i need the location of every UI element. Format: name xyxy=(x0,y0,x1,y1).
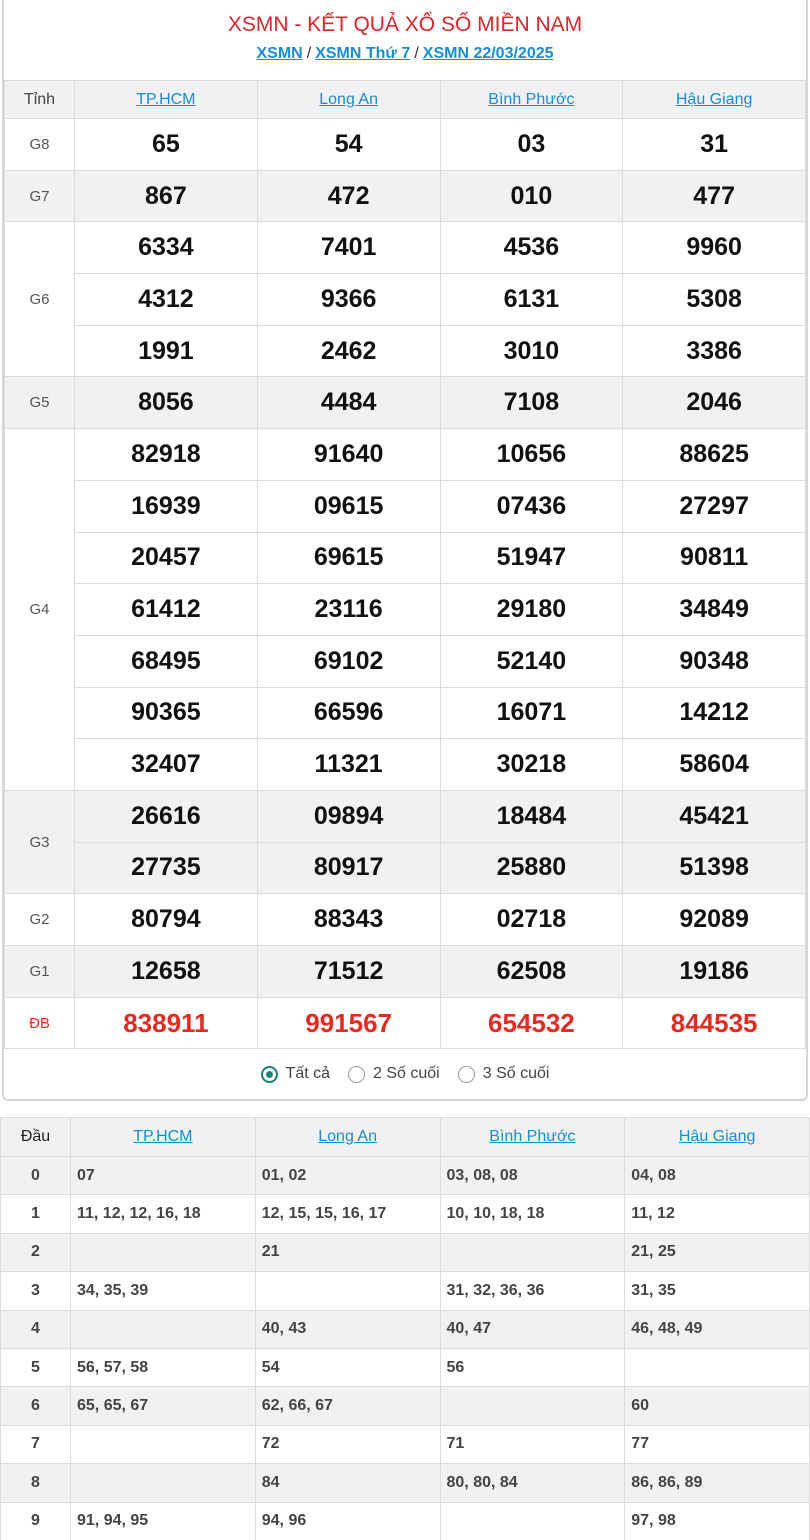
prize-number: 02718 xyxy=(440,894,623,946)
dau-cell: 01, 02 xyxy=(255,1157,440,1195)
prize-number: 69102 xyxy=(257,635,440,687)
prize-number: 20457 xyxy=(75,532,258,584)
prize-row xyxy=(5,635,806,687)
prize-row xyxy=(5,170,806,222)
dau-digit: 9 xyxy=(1,1502,71,1540)
dau-row xyxy=(1,1310,810,1348)
province-header xyxy=(623,81,806,119)
dau-cell xyxy=(71,1425,256,1463)
prize-number: 51947 xyxy=(440,532,623,584)
dau-row xyxy=(1,1272,810,1310)
prize-label: G7 xyxy=(5,170,75,222)
dau-cell: 11, 12, 12, 16, 18 xyxy=(71,1195,256,1233)
dau-cell: 91, 94, 95 xyxy=(71,1502,256,1540)
dau-cell: 34, 35, 39 xyxy=(71,1272,256,1310)
results-header-row xyxy=(5,81,806,119)
prize-number: 71512 xyxy=(257,946,440,998)
dau-row xyxy=(1,1387,810,1425)
dau-cell: 77 xyxy=(625,1425,810,1463)
dau-cell xyxy=(440,1387,625,1425)
prize-number: 80794 xyxy=(75,894,258,946)
results-box xyxy=(2,0,808,1101)
prize-number: 9960 xyxy=(623,222,806,274)
dau-cell: 84 xyxy=(255,1464,440,1502)
prize-number: 92089 xyxy=(623,894,806,946)
prize-number: 6131 xyxy=(440,274,623,326)
prize-number: 9366 xyxy=(257,274,440,326)
breadcrumb-xsmn-thu7[interactable]: XSMN Thứ 7 xyxy=(315,45,411,62)
prize-number: 32407 xyxy=(75,739,258,791)
dau-cell: 62, 66, 67 xyxy=(255,1387,440,1425)
prize-number: 3386 xyxy=(623,325,806,377)
prize-number: 82918 xyxy=(75,429,258,481)
prize-number: 62508 xyxy=(440,946,623,998)
prize-number: 838911 xyxy=(75,997,258,1049)
dau-row xyxy=(1,1348,810,1386)
prize-number: 88625 xyxy=(623,429,806,481)
dau-digit: 3 xyxy=(1,1272,71,1310)
dau-cell: 04, 08 xyxy=(625,1157,810,1195)
dau-cell xyxy=(71,1233,256,1271)
prize-number: 844535 xyxy=(623,997,806,1049)
dau-province-link-binh-phuoc[interactable]: Bình Phước xyxy=(489,1128,576,1145)
prize-number: 5308 xyxy=(623,274,806,326)
results-table xyxy=(4,80,806,1049)
prize-number: 1991 xyxy=(75,325,258,377)
prize-number: 472 xyxy=(257,170,440,222)
prize-row xyxy=(5,480,806,532)
dau-cell xyxy=(71,1310,256,1348)
dau-digit: 4 xyxy=(1,1310,71,1348)
prize-row xyxy=(5,739,806,791)
dau-cell xyxy=(71,1464,256,1502)
prize-row xyxy=(5,377,806,429)
prize-number: 80917 xyxy=(257,842,440,894)
prize-number: 58604 xyxy=(623,739,806,791)
prize-row xyxy=(5,325,806,377)
province-header xyxy=(440,81,623,119)
prize-number: 26616 xyxy=(75,790,258,842)
prize-number: 88343 xyxy=(257,894,440,946)
prize-label: G1 xyxy=(5,946,75,998)
prize-number: 010 xyxy=(440,170,623,222)
prize-row xyxy=(5,946,806,998)
province-link-tphcm[interactable]: TP.HCM xyxy=(136,90,196,108)
dau-cell: 12, 15, 15, 16, 17 xyxy=(255,1195,440,1233)
prize-number: 03 xyxy=(440,119,623,171)
prize-number: 29180 xyxy=(440,584,623,636)
prize-number: 8056 xyxy=(75,377,258,429)
tinh-header: Tỉnh xyxy=(5,81,75,119)
prize-row xyxy=(5,687,806,739)
dau-cell: 31, 32, 36, 36 xyxy=(440,1272,625,1310)
province-header xyxy=(75,81,258,119)
dau-cell xyxy=(255,1272,440,1310)
dau-digit: 5 xyxy=(1,1348,71,1386)
prize-number: 25880 xyxy=(440,842,623,894)
prize-row xyxy=(5,274,806,326)
prize-number: 23116 xyxy=(257,584,440,636)
prize-number: 4484 xyxy=(257,377,440,429)
prize-number: 27735 xyxy=(75,842,258,894)
prize-row xyxy=(5,429,806,481)
dau-cell: 46, 48, 49 xyxy=(625,1310,810,1348)
province-header xyxy=(440,1118,625,1157)
dau-cell xyxy=(440,1233,625,1271)
prize-number: 18484 xyxy=(440,790,623,842)
dau-cell: 56 xyxy=(440,1348,625,1386)
dau-cell: 31, 35 xyxy=(625,1272,810,1310)
prize-number: 91640 xyxy=(257,429,440,481)
dau-cell: 80, 80, 84 xyxy=(440,1464,625,1502)
dau-cell: 54 xyxy=(255,1348,440,1386)
filter-option-all[interactable] xyxy=(261,1065,330,1083)
filter-option-label: 2 Số cuối xyxy=(373,1065,440,1083)
prize-row xyxy=(5,532,806,584)
prize-number: 11321 xyxy=(257,739,440,791)
prize-number: 69615 xyxy=(257,532,440,584)
dau-table xyxy=(0,1117,810,1540)
prize-number: 31 xyxy=(623,119,806,171)
number-filter xyxy=(4,1049,806,1099)
prize-number: 52140 xyxy=(440,635,623,687)
dau-cell: 56, 57, 58 xyxy=(71,1348,256,1386)
prize-label: G8 xyxy=(5,119,75,171)
dau-cell: 86, 86, 89 xyxy=(625,1464,810,1502)
prize-number: 2046 xyxy=(623,377,806,429)
dau-row xyxy=(1,1464,810,1502)
dau-cell: 07 xyxy=(71,1157,256,1195)
prize-number: 3010 xyxy=(440,325,623,377)
prize-row xyxy=(5,584,806,636)
dau-row xyxy=(1,1233,810,1271)
prize-number: 90811 xyxy=(623,532,806,584)
dau-header-row xyxy=(1,1118,810,1157)
prize-number: 4312 xyxy=(75,274,258,326)
prize-row xyxy=(5,842,806,894)
prize-number: 4536 xyxy=(440,222,623,274)
prize-number: 66596 xyxy=(257,687,440,739)
prize-number: 6334 xyxy=(75,222,258,274)
dau-digit: 7 xyxy=(1,1425,71,1463)
dau-cell: 11, 12 xyxy=(625,1195,810,1233)
dau-cell: 03, 08, 08 xyxy=(440,1157,625,1195)
radio-icon[interactable] xyxy=(348,1066,365,1083)
dau-cell: 21, 25 xyxy=(625,1233,810,1271)
dau-row xyxy=(1,1157,810,1195)
prize-label: G6 xyxy=(5,222,75,377)
results-body xyxy=(5,119,806,1049)
radio-icon[interactable] xyxy=(261,1066,278,1083)
prize-row xyxy=(5,119,806,171)
prize-number: 867 xyxy=(75,170,258,222)
prize-number: 09615 xyxy=(257,480,440,532)
prize-number: 7401 xyxy=(257,222,440,274)
prize-number: 07436 xyxy=(440,480,623,532)
prize-number: 34849 xyxy=(623,584,806,636)
dau-row xyxy=(1,1425,810,1463)
dau-digit: 6 xyxy=(1,1387,71,1425)
prize-number: 27297 xyxy=(623,480,806,532)
province-link-hau-giang[interactable]: Hậu Giang xyxy=(675,90,753,108)
filter-option-label: Tất cả xyxy=(285,1065,331,1083)
dau-digit: 0 xyxy=(1,1157,71,1195)
prize-label: G4 xyxy=(5,429,75,791)
prize-number: 2462 xyxy=(257,325,440,377)
province-header xyxy=(257,81,440,119)
prize-number: 7108 xyxy=(440,377,623,429)
dau-cell: 97, 98 xyxy=(625,1502,810,1540)
prize-number: 51398 xyxy=(623,842,806,894)
dau-cell: 65, 65, 67 xyxy=(71,1387,256,1425)
province-header xyxy=(71,1118,256,1157)
dau-province-link-long-an[interactable]: Long An xyxy=(318,1128,377,1145)
page-title: XSMN - KẾT QUẢ XỔ SỐ MIỀN NAM xyxy=(227,13,583,36)
dau-digit: 2 xyxy=(1,1233,71,1271)
radio-icon[interactable] xyxy=(458,1066,475,1083)
prize-number: 45421 xyxy=(623,790,806,842)
prize-number: 30218 xyxy=(440,739,623,791)
dau-body xyxy=(1,1157,810,1540)
dau-cell xyxy=(625,1348,810,1386)
dau-cell: 72 xyxy=(255,1425,440,1463)
dau-province-link-hau-giang[interactable]: Hậu Giang xyxy=(678,1128,756,1145)
dau-digit: 8 xyxy=(1,1464,71,1502)
dau-cell: 71 xyxy=(440,1425,625,1463)
dau-cell: 10, 10, 18, 18 xyxy=(440,1195,625,1233)
province-header xyxy=(255,1118,440,1157)
prize-number: 68495 xyxy=(75,635,258,687)
province-link-binh-phuoc[interactable]: Bình Phước xyxy=(488,90,575,108)
prize-row xyxy=(5,790,806,842)
prize-number: 991567 xyxy=(257,997,440,1049)
dau-box xyxy=(0,1117,810,1540)
prize-row xyxy=(5,894,806,946)
filter-option-label: 3 Số cuối xyxy=(482,1065,550,1083)
dau-header: Đầu xyxy=(1,1118,71,1157)
filter-option-last3[interactable] xyxy=(458,1065,550,1083)
province-link-long-an[interactable]: Long An xyxy=(319,90,378,108)
prize-label: G5 xyxy=(5,377,75,429)
prize-number: 16071 xyxy=(440,687,623,739)
dau-cell: 94, 96 xyxy=(255,1502,440,1540)
province-header xyxy=(625,1118,810,1157)
breadcrumb xyxy=(4,45,806,63)
dau-row xyxy=(1,1195,810,1233)
breadcrumb-xsmn[interactable]: XSMN xyxy=(256,45,303,62)
results-header xyxy=(4,0,806,80)
dau-row xyxy=(1,1502,810,1540)
prize-label: G3 xyxy=(5,790,75,893)
prize-number: 477 xyxy=(623,170,806,222)
dau-cell: 21 xyxy=(255,1233,440,1271)
prize-number: 09894 xyxy=(257,790,440,842)
prize-number: 16939 xyxy=(75,480,258,532)
breadcrumb-separator: / xyxy=(414,45,419,62)
prize-number: 19186 xyxy=(623,946,806,998)
dau-cell: 40, 43 xyxy=(255,1310,440,1348)
prize-row xyxy=(5,997,806,1049)
dau-cell: 60 xyxy=(625,1387,810,1425)
prize-number: 90365 xyxy=(75,687,258,739)
prize-number: 12658 xyxy=(75,946,258,998)
prize-number: 61412 xyxy=(75,584,258,636)
prize-label: G2 xyxy=(5,894,75,946)
dau-province-link-tphcm[interactable]: TP.HCM xyxy=(133,1128,193,1145)
dau-cell: 40, 47 xyxy=(440,1310,625,1348)
prize-number: 14212 xyxy=(623,687,806,739)
breadcrumb-xsmn-date[interactable]: XSMN 22/03/2025 xyxy=(422,45,554,62)
filter-option-last2[interactable] xyxy=(348,1065,440,1083)
prize-number: 65 xyxy=(75,119,258,171)
breadcrumb-separator: / xyxy=(306,45,312,62)
prize-row xyxy=(5,222,806,274)
prize-number: 654532 xyxy=(440,997,623,1049)
prize-number: 90348 xyxy=(623,635,806,687)
prize-number: 10656 xyxy=(440,429,623,481)
prize-number: 54 xyxy=(257,119,440,171)
dau-digit: 1 xyxy=(1,1195,71,1233)
dau-cell xyxy=(440,1502,625,1540)
prize-label: ĐB xyxy=(5,997,75,1049)
